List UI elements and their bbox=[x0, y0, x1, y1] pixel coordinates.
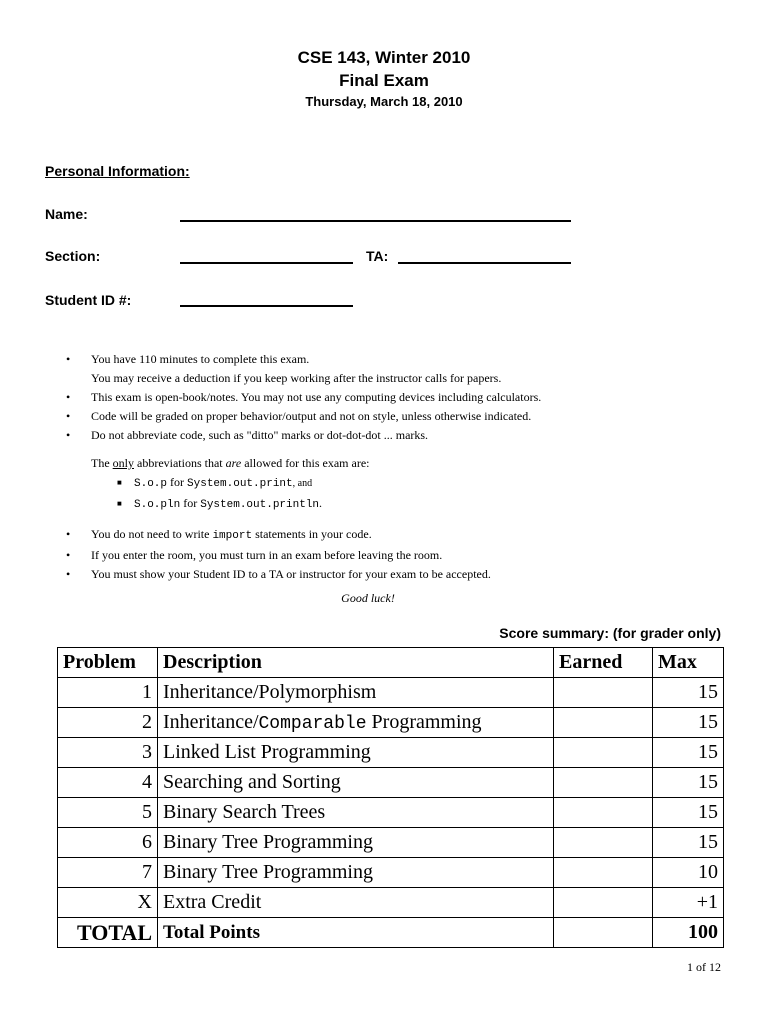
instruction-item bbox=[64, 565, 704, 584]
instruction-text: This exam is open-book/notes. You may not use any computing devices including calculators. bbox=[91, 390, 542, 404]
emphasis-only: only bbox=[112, 456, 134, 470]
problem-description: Linked List Programming bbox=[158, 738, 554, 768]
instruction-text: You have 110 minutes to complete this exam. bbox=[91, 352, 310, 366]
table-row bbox=[58, 738, 724, 768]
instruction-item bbox=[64, 388, 704, 407]
earned-cell[interactable] bbox=[554, 888, 653, 918]
earned-cell[interactable] bbox=[554, 798, 653, 828]
bullet-icon: • bbox=[66, 548, 71, 562]
max-points: 15 bbox=[653, 828, 724, 858]
good-luck-text: Good luck! bbox=[341, 591, 395, 605]
problem-number: 4 bbox=[58, 768, 158, 798]
problem-number: 5 bbox=[58, 798, 158, 828]
good-luck-note bbox=[0, 591, 768, 606]
course-title: CSE 143, Winter 2010 bbox=[297, 48, 471, 67]
section-field-line[interactable] bbox=[180, 262, 353, 264]
text: for bbox=[167, 475, 188, 489]
section-label: Section: bbox=[45, 248, 101, 264]
problem-description: Binary Tree Programming bbox=[158, 858, 554, 888]
square-bullet-icon: ■ bbox=[117, 478, 122, 487]
score-summary-label: Score summary: (for grader only) bbox=[499, 625, 721, 641]
code: S.o.p bbox=[134, 478, 168, 490]
instruction-text: Do not abbreviate code, such as "ditto" marks or dot-dot-dot ... marks. bbox=[91, 428, 429, 442]
problem-description: Inheritance/Polymorphism bbox=[158, 678, 554, 708]
problem-description: Binary Search Trees bbox=[158, 798, 554, 828]
text: , and bbox=[292, 478, 313, 489]
max-points: 15 bbox=[653, 768, 724, 798]
total-description: Total Points bbox=[158, 918, 554, 948]
total-earned-cell[interactable] bbox=[554, 918, 653, 948]
table-header-row bbox=[58, 648, 724, 678]
earned-cell[interactable] bbox=[554, 828, 653, 858]
problem-description: Searching and Sorting bbox=[158, 768, 554, 798]
bullet-icon: • bbox=[66, 352, 71, 366]
abbreviation-item bbox=[64, 473, 704, 494]
header-earned: Earned bbox=[554, 648, 653, 678]
table-row bbox=[58, 858, 724, 888]
exam-date: Thursday, March 18, 2010 bbox=[305, 94, 463, 109]
table-row bbox=[58, 768, 724, 798]
instruction-item bbox=[64, 426, 704, 445]
code: import bbox=[212, 530, 253, 542]
max-points: 10 bbox=[653, 858, 724, 888]
text: Programming bbox=[366, 711, 482, 733]
text: . bbox=[319, 496, 323, 510]
problem-number: 6 bbox=[58, 828, 158, 858]
score-table bbox=[57, 647, 724, 948]
instruction-text: Code will be graded on proper behavior/output and not on style, unless otherwise indicated. bbox=[91, 409, 532, 423]
problem-description: Extra Credit bbox=[158, 888, 554, 918]
abbreviation-item bbox=[64, 494, 704, 515]
instruction-text: You may receive a deduction if you keep working after the instructor calls for papers. bbox=[91, 371, 502, 385]
emphasis-are: are bbox=[225, 456, 242, 470]
name-field-line[interactable] bbox=[180, 220, 571, 222]
instruction-item bbox=[64, 350, 704, 388]
ta-label: TA: bbox=[366, 248, 389, 264]
earned-cell[interactable] bbox=[554, 738, 653, 768]
earned-cell[interactable] bbox=[554, 708, 653, 738]
bullet-icon: • bbox=[66, 567, 71, 581]
bullet-icon: • bbox=[66, 390, 71, 404]
code: System.out.print bbox=[187, 478, 293, 490]
text: for bbox=[180, 496, 201, 510]
max-points: 15 bbox=[653, 738, 724, 768]
table-row bbox=[58, 828, 724, 858]
instruction-text: You must show your Student ID to a TA or instructor for your exam to be accepted. bbox=[91, 567, 491, 581]
bullet-icon: • bbox=[66, 428, 71, 442]
page-number: 1 of 12 bbox=[687, 960, 721, 974]
max-points: +1 bbox=[653, 888, 724, 918]
text: abbreviations that bbox=[134, 456, 226, 470]
bullet-icon: • bbox=[66, 527, 71, 541]
instruction-text: If you enter the room, you must turn in an exam before leaving the room. bbox=[91, 548, 443, 562]
instruction-item bbox=[64, 546, 704, 565]
code: System.out.println bbox=[200, 499, 320, 511]
earned-cell[interactable] bbox=[554, 858, 653, 888]
table-row bbox=[58, 798, 724, 828]
problem-number: X bbox=[58, 888, 158, 918]
text: statements in your code. bbox=[252, 527, 372, 541]
problem-number: 2 bbox=[58, 708, 158, 738]
table-row bbox=[58, 678, 724, 708]
total-label: TOTAL bbox=[58, 918, 158, 948]
student-id-label: Student ID #: bbox=[45, 292, 132, 308]
max-points: 15 bbox=[653, 798, 724, 828]
personal-info-heading: Personal Information: bbox=[45, 163, 190, 179]
student-id-field-line[interactable] bbox=[180, 305, 353, 307]
header-problem: Problem bbox=[58, 648, 158, 678]
instructions bbox=[64, 350, 704, 584]
problem-number: 1 bbox=[58, 678, 158, 708]
problem-description bbox=[158, 708, 554, 738]
earned-cell[interactable] bbox=[554, 768, 653, 798]
table-row bbox=[58, 888, 724, 918]
code: S.o.pln bbox=[134, 499, 181, 511]
text: The bbox=[91, 456, 113, 470]
bullet-icon: • bbox=[66, 409, 71, 423]
exam-title: Final Exam bbox=[339, 71, 429, 90]
text: allowed for this exam are: bbox=[241, 456, 370, 470]
name-label: Name: bbox=[45, 206, 88, 222]
code: Comparable bbox=[258, 714, 367, 734]
max-points: 15 bbox=[653, 708, 724, 738]
problem-description: Binary Tree Programming bbox=[158, 828, 554, 858]
ta-field-line[interactable] bbox=[398, 262, 571, 264]
square-bullet-icon: ■ bbox=[117, 499, 122, 508]
problem-number: 3 bbox=[58, 738, 158, 768]
instruction-item bbox=[64, 525, 704, 546]
table-row bbox=[58, 708, 724, 738]
header-max: Max bbox=[653, 648, 724, 678]
instruction-item bbox=[64, 407, 704, 426]
total-max-points: 100 bbox=[653, 918, 724, 948]
abbreviations-intro bbox=[64, 454, 704, 473]
problem-number: 7 bbox=[58, 858, 158, 888]
total-row bbox=[58, 918, 724, 948]
header-description: Description bbox=[158, 648, 554, 678]
max-points: 15 bbox=[653, 678, 724, 708]
earned-cell[interactable] bbox=[554, 678, 653, 708]
text: You do not need to write bbox=[91, 527, 213, 541]
text: Inheritance/ bbox=[163, 711, 259, 733]
